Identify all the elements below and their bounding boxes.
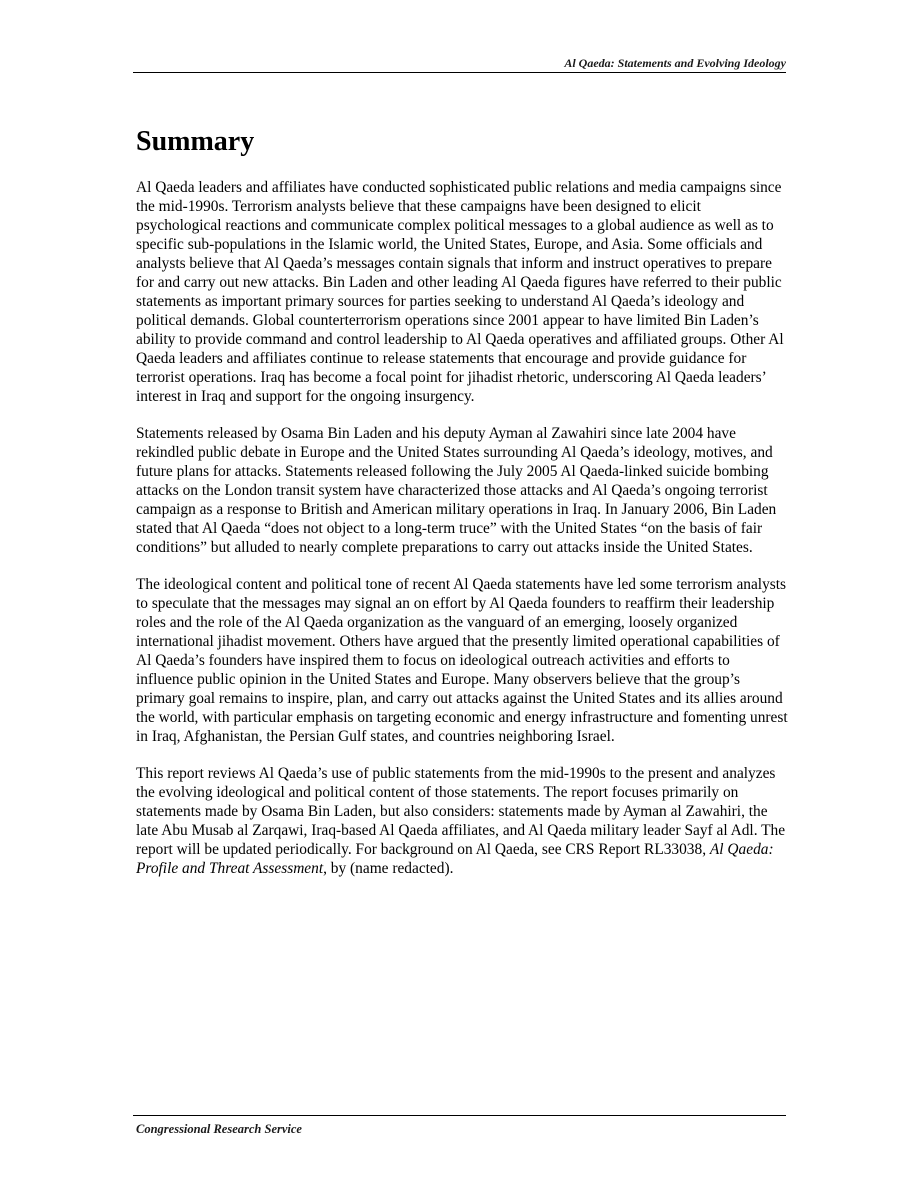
header-divider bbox=[133, 72, 786, 73]
paragraph-4-text: This report reviews Al Qaeda’s use of public statements from the mid-1990s to the present and analyzes the evolving ideological and political content of those statements. The report focuses primarily on statements made by Osama Bin Laden, but also considers: statements made by Ayman al Zawahiri, the late Abu Musab al Zarqawi, Iraq-based Al Qaeda affiliates, and Al Qaeda military leader Sayf al Adl. The report will be updated periodically. For background on Al Qaeda, see CRS Report RL33038, bbox=[136, 765, 786, 858]
crs-report-title: Al Qaeda: Profile and Threat Assessment bbox=[136, 841, 774, 877]
summary-paragraph-3: The ideological content and political tone of recent Al Qaeda statements have led some terrorism analysts to speculate that the messages may signal an on effort by Al Qaeda founders to reaffirm their leadership roles and the role of the Al Qaeda organization as the vanguard of an emerging, loosely organized international jihadist movement. Others have argued that the presently limited operational capabilities of Al Qaeda’s founders have inspired them to focus on ideological outreach activities and efforts to influence public opinion in the United States and Europe. Many observers believe that the group’s primary goal remains to inspire, plan, and carry out attacks against the United States and its allies around the world, with particular emphasis on targeting economic and energy infrastructure and fomenting unrest in Iraq, Afghanistan, the Persian Gulf states, and countries neighboring Israel. bbox=[136, 576, 788, 745]
footer-divider bbox=[133, 1115, 786, 1116]
summary-paragraph-2: Statements released by Osama Bin Laden and his deputy Ayman al Zawahiri since late 2004 have rekindled public debate in Europe and the United States surrounding Al Qaeda’s ideology, motives, and future plans for attacks. Statements released following the July 2005 Al Qaeda-linked suicide bombing attacks on the London transit system have characterized those attacks and Al Qaeda’s ongoing terrorist campaign as a response to British and American military operations in Iraq. In January 2006, Bin Laden stated that Al Qaeda “does not object to a long-term truce” with the United States “on the basis of fair conditions” but alluded to nearly complete preparations to carry out attacks inside the United States. bbox=[136, 425, 777, 556]
running-header-title: Al Qaeda: Statements and Evolving Ideology bbox=[564, 56, 786, 70]
summary-paragraph-4 bbox=[136, 764, 788, 878]
paragraph-4-tail: , by (name redacted). bbox=[323, 860, 454, 877]
summary-paragraph-1: Al Qaeda leaders and affiliates have conducted sophisticated public relations and media campaigns since the mid-1990s. Terrorism analysts believe that these campaigns have been designed to elicit psychological reactions and communicate complex political messages to a global audience as well as to specific sub-populations in the Islamic world, the United States, Europe, and Asia. Some officials and analysts believe that Al Qaeda’s messages contain signals that inform and instruct operatives to prepare for and carry out new attacks. Bin Laden and other leading Al Qaeda figures have referred to their public statements as important primary sources for parties seeking to understand Al Qaeda’s ideology and political demands. Global counterterrorism operations since 2001 appear to have limited Bin Laden’s ability to provide command and control leadership to Al Qaeda operatives and affiliated groups. Other Al Qaeda leaders and affiliates continue to release statements that encourage and provide guidance for terrorist operations. Iraq has become a focal point for jihadist rhetoric, underscoring Al Qaeda leaders’ interest in Iraq and support for the ongoing insurgency. bbox=[136, 179, 784, 405]
summary-body bbox=[136, 178, 788, 896]
section-title: Summary bbox=[136, 126, 255, 157]
footer-organization: Congressional Research Service bbox=[136, 1122, 302, 1136]
